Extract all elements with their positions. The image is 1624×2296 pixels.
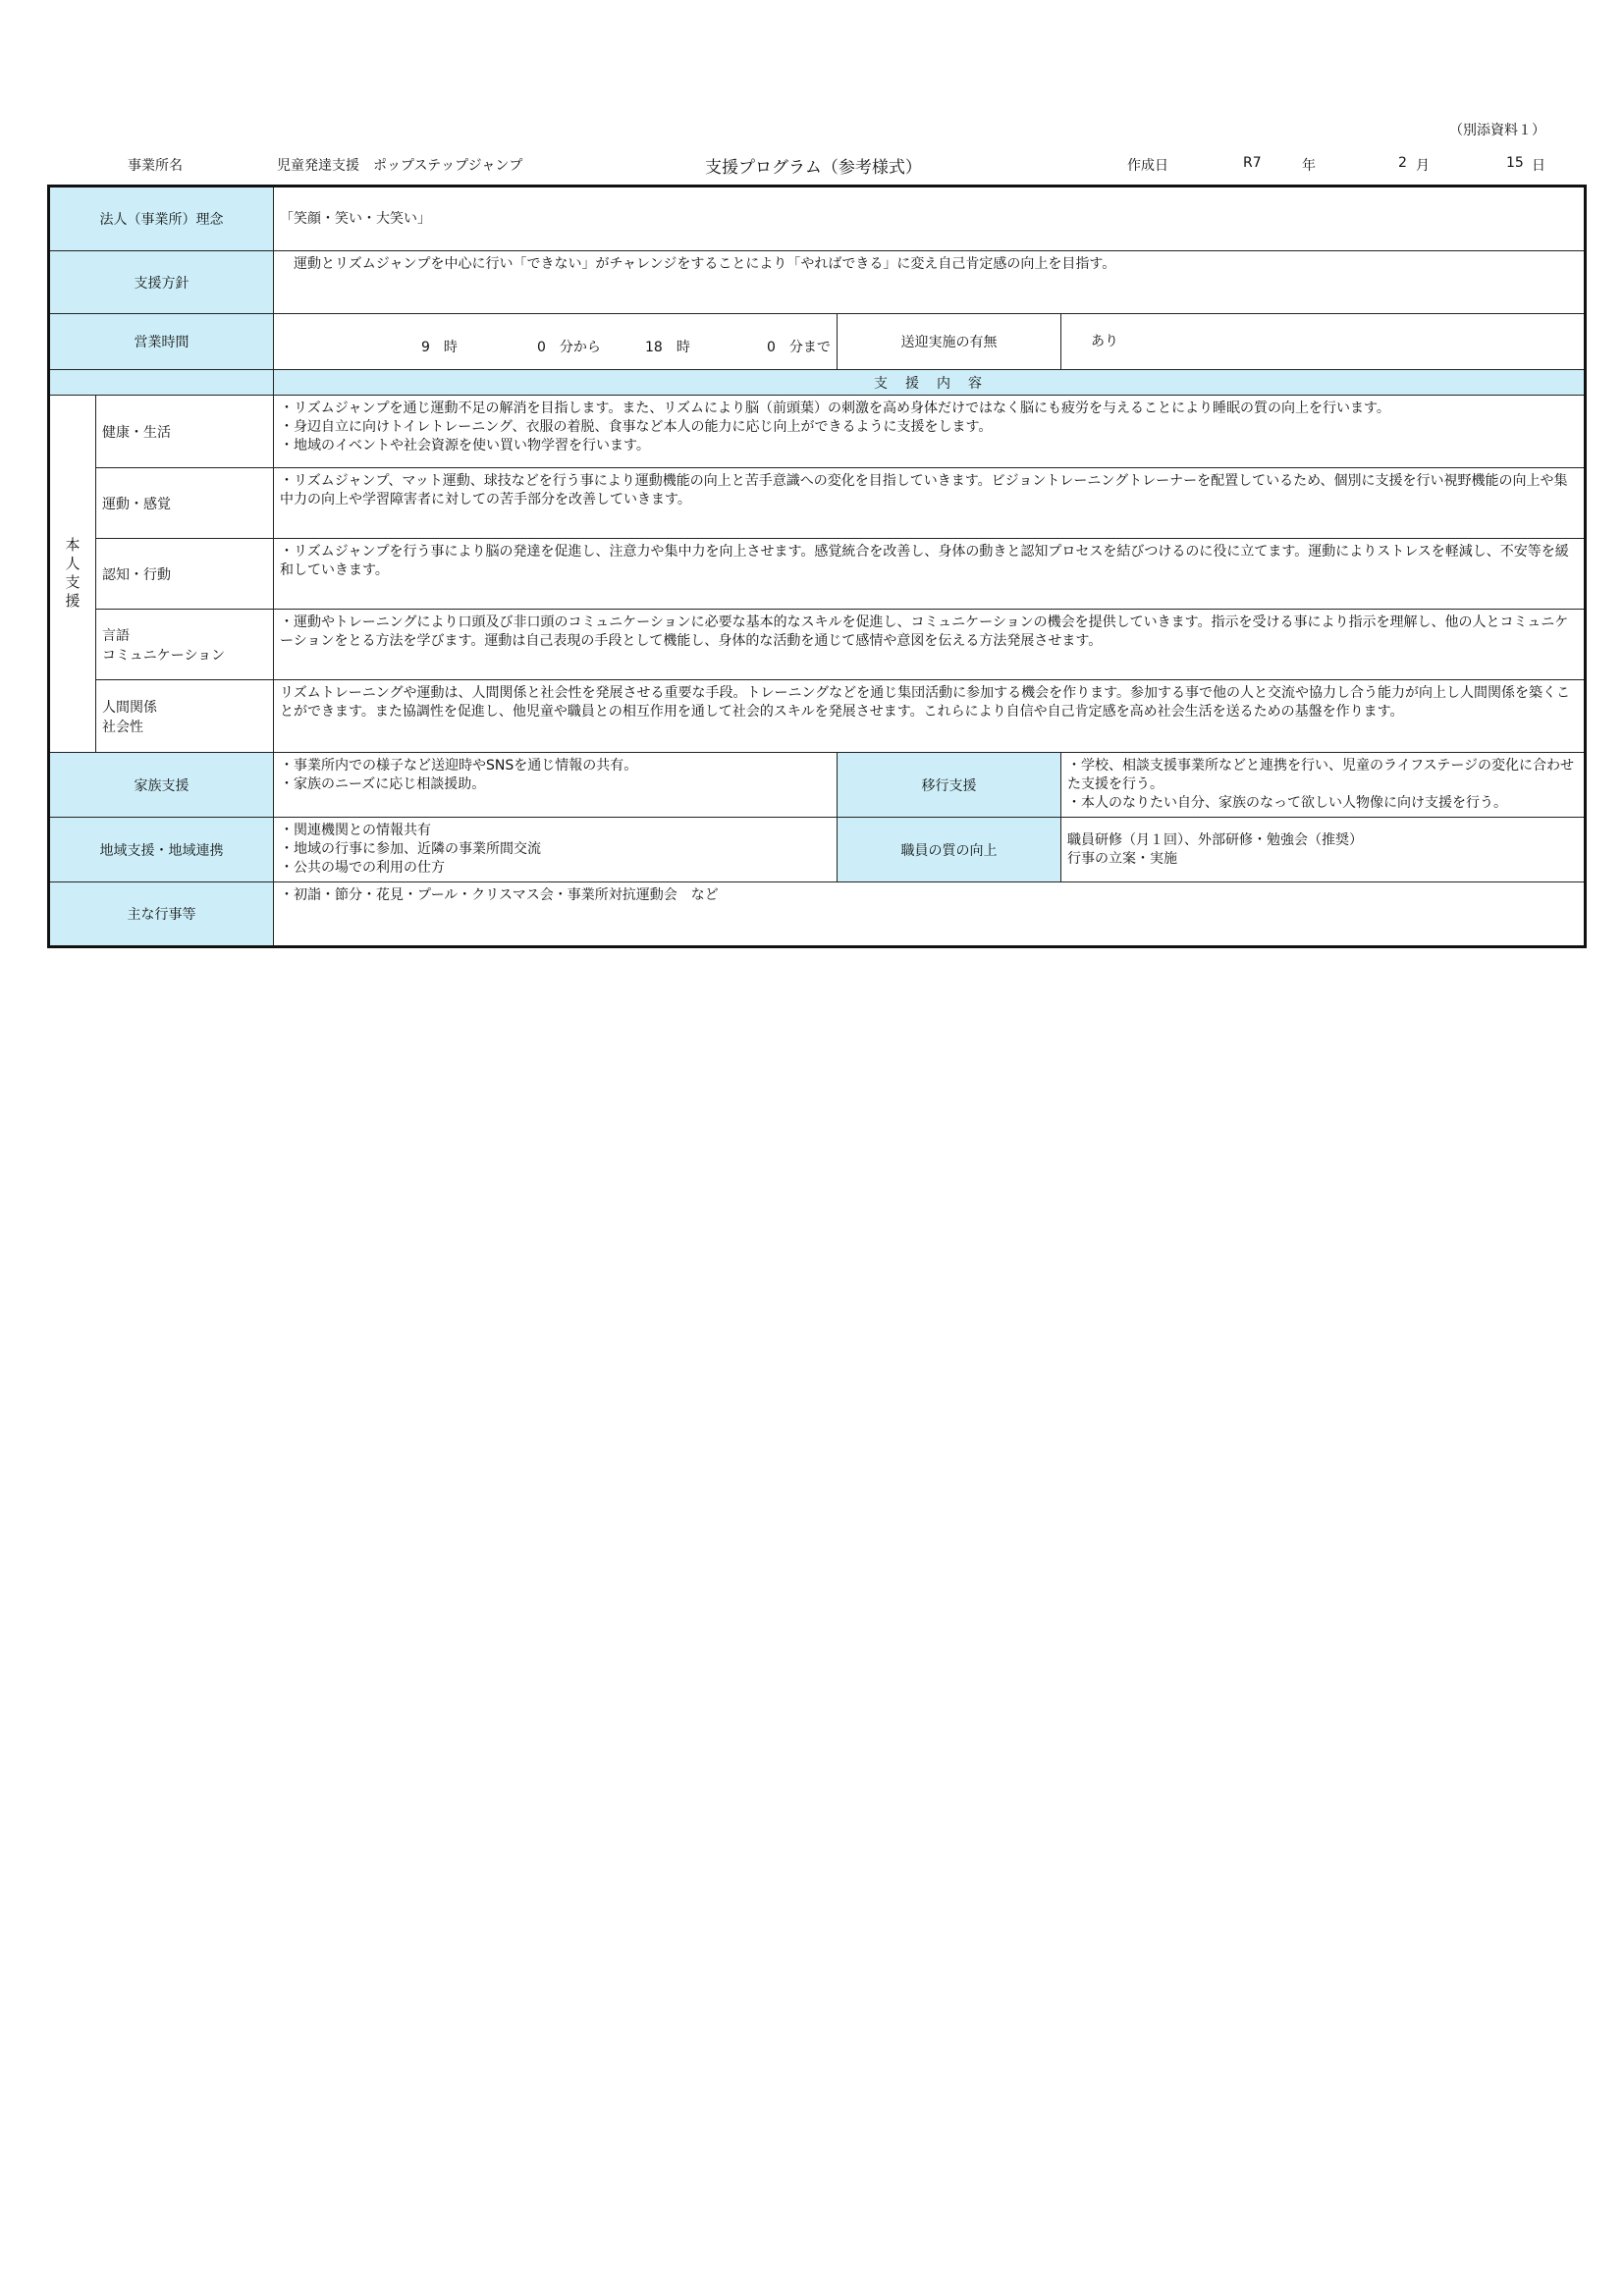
hours-label: 営業時間 <box>49 314 274 370</box>
policy-value: 運動とリズムジャンプを中心に行い「できない」がチャレンジをすることにより「やればできる」に変え自己肯定感の向上を目指す。 <box>274 251 1586 314</box>
personal-row-cognition <box>49 539 1586 610</box>
text-line: ・関連機関との情報共有 <box>280 823 431 838</box>
hours-row <box>49 314 1586 370</box>
personal-row-health <box>49 396 1586 468</box>
personal-row-language <box>49 610 1586 680</box>
text-line: ・地域の行事に参加、近隣の事業所間交流 <box>280 841 541 857</box>
hours-value <box>274 314 838 370</box>
personal-label-motor: 運動・感覚 <box>96 468 274 539</box>
text-line: ・家族のニーズに応じ相談援助。 <box>280 776 486 792</box>
text-line: ・身辺自立に向けトイレトレーニング、衣服の着脱、食事など本人の能力に応じ向上ができるように支援をします。 <box>280 419 993 435</box>
text-line: ・地域のイベントや社会資源を使い買い物学習を行います。 <box>280 438 650 454</box>
policy-row <box>49 251 1586 314</box>
text-line: ・リズムジャンプを通じ運動不足の解消を目指します。また、リズムにより脳（前頭葉）の刺激を高め身体だけではなく脳にも疲労を与えることにより睡眠の質の向上を行います。 <box>280 400 1390 416</box>
text-line: リズムトレーニングや運動は、人間関係と社会性を発展させる重要な手段。トレーニングなどを通じ集団活動に参加する機会を作ります。参加する事で他の人と交流や協力し合う能力が向上し人間関係を築くことができます。また協調性を促進し、他児童や職員との相互作用を通して社会的スキルを発展させます。これらにより自信や自己肯定感を高め社会生活を送るための基盤を作ります。 <box>280 685 1571 720</box>
text-line: ・リズムジャンプを行う事により脳の発達を促進し、注意力や集中力を向上させます。感覚統合を改善し、身体の動きと認知プロセスを結びつけるのに役に立てます。運動によりストレスを軽減し、不安等を緩和していきます。 <box>280 544 1569 578</box>
personal-label-health: 健康・生活 <box>96 396 274 468</box>
transport-label: 送迎実施の有無 <box>838 314 1061 370</box>
text-line: ・本人のなりたい自分、家族のなって欲しい人物像に向け支援を行う。 <box>1067 795 1507 811</box>
personal-row-social <box>49 680 1586 753</box>
community-staff-row <box>49 818 1586 882</box>
created-label: 作成日 <box>1127 158 1168 174</box>
philosophy-label: 法人（事業所）理念 <box>49 187 274 251</box>
support-content-header-row <box>49 370 1586 396</box>
text-line: ・リズムジャンプ、マット運動、球技などを行う事により運動機能の向上と苦手意識への変化を目指していきます。ビジョントレーニングトレーナーを配置しているため、個別に支援を行い視野機能の向上や集中力の向上や学習障害者に対しての苦手部分を改善していきます。 <box>280 473 1568 507</box>
personal-support-label-cell <box>49 396 96 753</box>
family-label: 家族支援 <box>49 753 274 818</box>
policy-label: 支援方針 <box>49 251 274 314</box>
staff-label: 職員の質の向上 <box>838 818 1061 882</box>
philosophy-row <box>49 187 1586 251</box>
personal-label-cognition: 認知・行動 <box>96 539 274 610</box>
start-minute: 0 分から <box>537 340 601 355</box>
events-label: 主な行事等 <box>49 882 274 947</box>
text-line: ・事業所内での様子など送迎時やSNSを通じ情報の共有。 <box>280 758 638 774</box>
transition-label: 移行支援 <box>838 753 1061 818</box>
personal-text-motor <box>274 468 1586 539</box>
family-transition-row <box>49 753 1586 818</box>
staff-text <box>1061 818 1586 882</box>
support-content-blank <box>49 370 274 396</box>
office-label: 事業所名 <box>128 158 183 174</box>
philosophy-value: 「笑顔・笑い・大笑い」 <box>274 187 1586 251</box>
day-unit: 日 <box>1532 158 1545 174</box>
created-day: 15 <box>1506 155 1524 171</box>
text-line: ・公共の場での利用の仕方 <box>280 860 445 876</box>
transition-text <box>1061 753 1586 818</box>
community-text <box>274 818 838 882</box>
family-text <box>274 753 838 818</box>
end-minute: 0 分まで <box>767 340 831 355</box>
text-line: 職員研修（月１回）、外部研修・勉強会（推奨） <box>1067 831 1363 848</box>
support-content-header: 支 援 内 容 <box>274 370 1586 396</box>
office-name: 児童発達支援 ポップステップジャンプ <box>277 158 523 174</box>
end-hour: 18 時 <box>645 340 690 355</box>
personal-text-health <box>274 396 1586 468</box>
personal-label-language: 言語 コミュニケーション <box>96 610 274 680</box>
personal-label-social: 人間関係 社会性 <box>96 680 274 753</box>
personal-row-motor <box>49 468 1586 539</box>
events-row <box>49 882 1586 947</box>
month-unit: 月 <box>1416 158 1430 174</box>
personal-support-label: 本人支援 <box>63 536 81 612</box>
created-month: 2 <box>1398 155 1407 171</box>
personal-text-cognition <box>274 539 1586 610</box>
text-line: ・学校、相談支援事業所などと連携を行い、児童のライフステージの変化に合わせた支援を行う。 <box>1067 758 1575 792</box>
year-unit: 年 <box>1302 158 1316 174</box>
support-program-table <box>47 185 1587 948</box>
start-hour: 9 時 <box>421 340 458 355</box>
document-title: 支援プログラム（参考様式） <box>705 158 922 178</box>
transport-value: あり <box>1061 314 1586 370</box>
text-line: ・初詣・節分・花見・プール・クリスマス会・事業所対抗運動会 など <box>280 887 719 903</box>
personal-text-social <box>274 680 1586 753</box>
text-line: ・運動やトレーニングにより口頭及び非口頭のコミュニケーションに必要な基本的なスキルを促進し、コミュニケーションの機会を提供していきます。指示を受ける事により指示を理解し、他の人とコミュニケーションをとる方法を学びます。運動は自己表現の手段として機能し、身体的な活動を通じて感情や意図を伝える方法発展させます。 <box>280 614 1569 649</box>
attachment-note: （別添資料１） <box>1449 123 1545 138</box>
created-era: R7 <box>1243 155 1262 171</box>
community-label: 地域支援・地域連携 <box>49 818 274 882</box>
text-line: 行事の立案・実施 <box>1067 850 1177 867</box>
personal-text-language <box>274 610 1586 680</box>
events-text <box>274 882 1586 947</box>
